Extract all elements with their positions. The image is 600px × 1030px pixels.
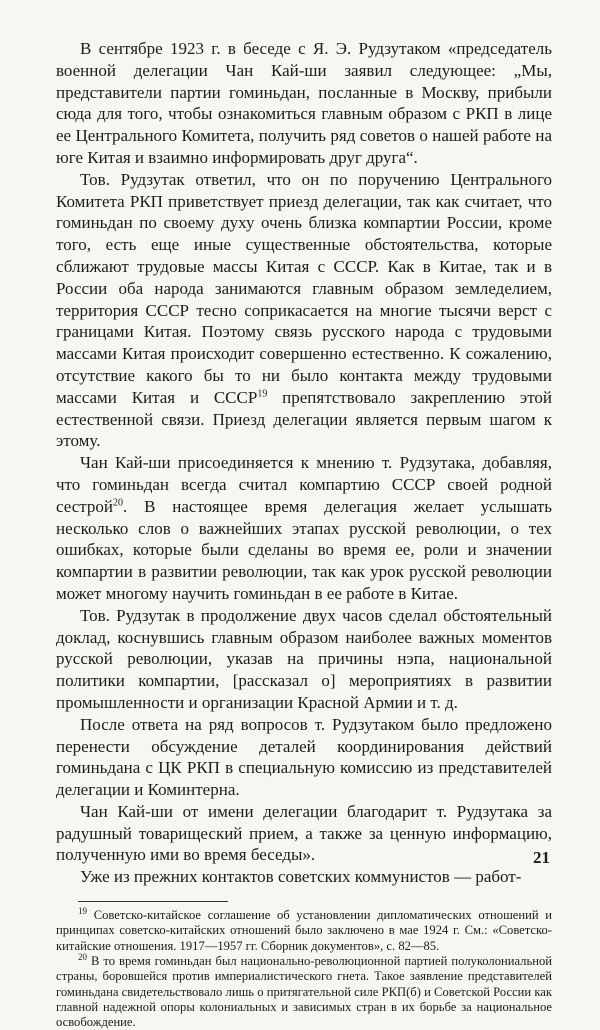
footnote-ref-19: 19: [257, 388, 268, 400]
page-number: 21: [533, 848, 550, 867]
footnote-number: 19: [78, 905, 87, 916]
paragraph-3: Чан Кай-ши присоединяется к мнению т. Рудзутака, добавляя, что гоминьдан всегда считал компартию СССР своей родной сестрой$^{20}$. В настоящее время делегация желает услышать несколько слов о важнейших этапах русской революции, о тех ошибках, которые были сделаны во время ее, роли и значении компартии в развитии революции, так как урок русской революции может многому научить гоминьдан в ее работе в Китае.: [56, 453, 552, 603]
footnote-19: $^{19}$ Советско-китайское соглашение об установлении дипломатических отношений и принципах советско-китайских отношений было заключено в мае 1924 г. См.: «Советско-китайские отношения. 1917—1957 гг. Сборник документов», с. 82—85.: [56, 905, 552, 953]
paragraph-5: После ответа на ряд вопросов т. Рудзутаком было предложено перенести обсуждение деталей координирования действий гоминьдана с ЦК РКП в специальную комиссию из представителей делегации и Коминтерна.: [56, 714, 552, 800]
paragraph-7: Уже из прежних контактов советских коммунистов — работ-: [80, 867, 522, 887]
footnote-divider: [78, 901, 228, 902]
footnote-number: 20: [78, 951, 87, 962]
paragraph-4: Тов. Рудзутак в продолжение двух часов сделал обстоятельный доклад, коснувшись главным образом наиболее важных моментов русской революции, указав на причины нэпа, национальной политики компартии, [рассказал о] мероприятиях в развитии промышленности и организации Красной Армии и т. д.: [56, 605, 552, 712]
paragraph-2: Тов. Рудзутак ответил, что он по поручению Центрального Комитета РКП приветствует приезд делегации, так как считает, что гоминьдан по своему духу очень близка компартии России, кроме того, есть еще иные существенные обстоятельства, которые сближают трудовые массы Китая с СССР. Как в Китае, так и в России оба народа занимаются главным образом земледелием, территория СССР тесно соприкасается на многие тысячи верст с границами Китая. Поэтому связь русского народа с трудовыми массами Китая происходит совершенно естественно. К сожалению, отсутствие какого бы то ни было контакта между трудовыми массами Китая и СССР$^{19}$ препятствовало закреплению этой естественной связи. Приезд делегации является первым шагом к этому.: [56, 169, 552, 451]
paragraph-1: В сентябре 1923 г. в беседе с Я. Э. Рудзутаком «председатель военной делегации Чан Кай-ши заявил следующее: „Мы, представители партии гоминьдан, посланные в Москву, прибыли сюда для того, чтобы ознакомиться главным образом с РКП в лице ее Центрального Комитета, получить ряд советов о нашей работе на юге Китая и взаимно информировать друг друга“.: [56, 39, 552, 167]
footnote-20: $^{20}$ В то время гоминьдан был национально-революционной партией полуколониальной страны, боровшейся против империалистического гнета. Такое заявление представителей гоминьдана свидетельствовало лишь о притягательной силе РКП(б) и Советской России как главной надежной опоры колониальных и зависимых стран в их борьбе за национальное освобождение.: [56, 951, 552, 1030]
text-block: [56, 38, 552, 1030]
paragraph-6: Чан Кай-ши от имени делегации благодарит т. Рудзутака за радушный товарищеский прием, а также за ценную информацию, полученную ими во время беседы».: [56, 801, 552, 865]
footnote-ref-20: 20: [113, 497, 124, 509]
